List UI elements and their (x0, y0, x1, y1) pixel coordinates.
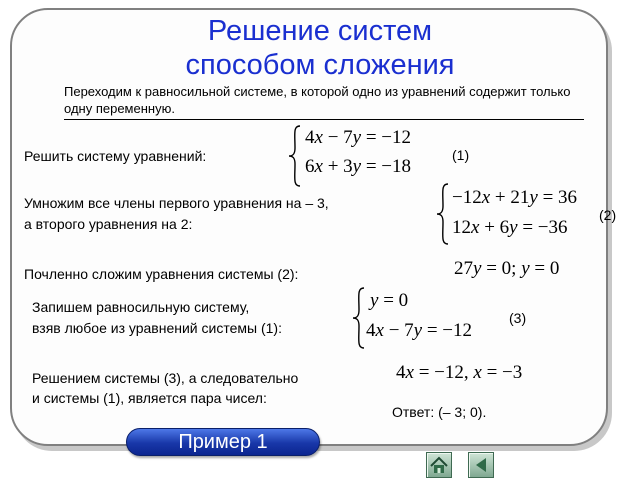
system3-brace (352, 286, 366, 350)
system3-label: (3) (509, 310, 527, 326)
system2-label: (2) (599, 207, 617, 223)
step4-line1: Запишем равносильную систему, (32, 299, 250, 315)
intro-text: Переходим к равносильной системе, в которой одно из уравнений содержит только одну переменную. (64, 83, 584, 120)
step5-equation: 4x = −12, x = −3 (396, 362, 523, 383)
system3-eq2: 4x − 7y = −12 (366, 320, 473, 341)
step3-text: Почленно сложим уравнения системы (2): (24, 266, 299, 282)
system2-eq2: 12x + 6y = −36 (452, 217, 568, 238)
home-button[interactable] (426, 452, 452, 478)
step4-line2: взяв любое из уравнений системы (1): (32, 320, 282, 336)
slide-title-line1: Решение систем (207, 15, 433, 47)
example-1-button[interactable]: Пример 1 (126, 428, 320, 456)
step5-line1: Решением системы (3), а следовательно (32, 370, 299, 386)
step1-text: Решить систему уравнений: (24, 148, 207, 164)
system1-eq1: 4x − 7y = −12 (305, 127, 412, 148)
step5-line2: и системы (1), является пара чисел: (32, 390, 267, 406)
back-button[interactable] (468, 452, 494, 478)
system2-brace (436, 182, 450, 246)
system2-eq1: −12x + 21y = 36 (452, 187, 578, 208)
system1-brace (288, 124, 302, 188)
answer-text: Ответ: (– 3; 0). (392, 404, 487, 420)
slide-title-line2: способом сложения (185, 49, 455, 81)
home-icon (427, 453, 451, 477)
system1-label: (1) (452, 147, 470, 163)
step3-equation: 27y = 0; y = 0 (454, 258, 560, 279)
step2-line1: Умножим все члены первого уравнения на – 3, (24, 195, 329, 211)
system3-eq1: y = 0 (370, 290, 409, 311)
step2-line2: а второго уравнения на 2: (24, 216, 193, 232)
system1-eq2: 6x + 3y = −18 (305, 156, 412, 177)
back-arrow-icon (469, 453, 493, 477)
